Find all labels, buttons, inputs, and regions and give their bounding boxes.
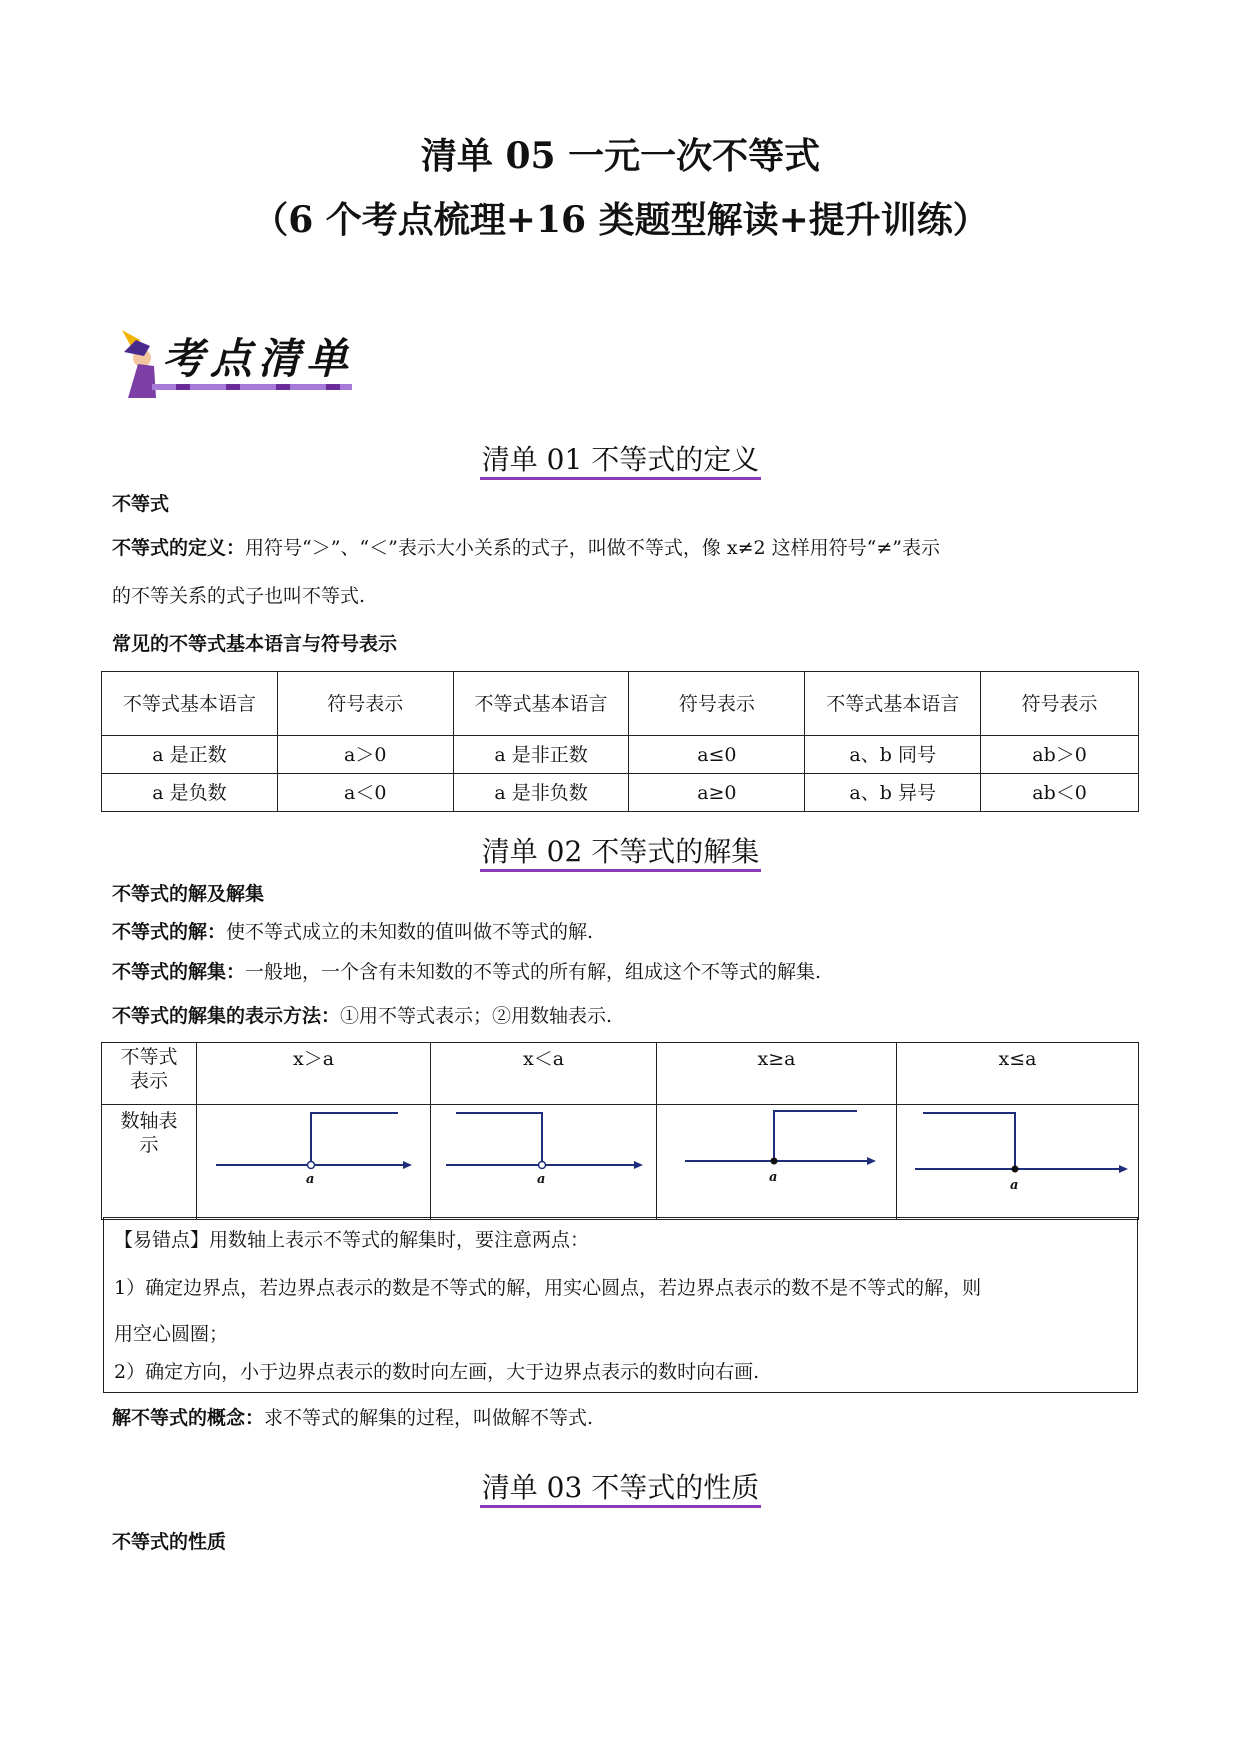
note-line: 1）确定边界点，若边界点表示的数是不等式的解，用实心圆点，若边界点表示的数不是不等式的解，则 xyxy=(114,1277,982,1299)
table-row-number-line xyxy=(102,1105,1139,1220)
header-cell: 符号表示 xyxy=(277,672,453,736)
label-common-language: 常见的不等式基本语言与符号表示 xyxy=(112,633,398,655)
number-line-le xyxy=(897,1105,1137,1213)
table-cell: a＞0 xyxy=(277,736,453,774)
page-subtitle: （6 个考点梳理+16 类题型解读+提升训练） xyxy=(252,199,989,241)
table-cell: a 是负数 xyxy=(102,774,278,812)
header-cell: 符号表示 xyxy=(629,672,805,736)
number-line-lt xyxy=(432,1105,656,1213)
table-cell: ab＜0 xyxy=(981,774,1139,812)
note-line: 用空心圆圈； xyxy=(114,1323,229,1345)
table-cell: a≥0 xyxy=(629,774,805,812)
logo-text: 考点清单 xyxy=(162,334,355,383)
logo xyxy=(116,322,366,402)
table-cell: a 是正数 xyxy=(102,736,278,774)
table-cell: a≤0 xyxy=(629,736,805,774)
table-cell: a＜0 xyxy=(277,774,453,812)
solution-set-table xyxy=(101,1042,1139,1220)
table-cell: x≤a xyxy=(896,1043,1138,1105)
section-heading-02: 清单 02 不等式的解集 xyxy=(0,830,1241,870)
common-mistake-note xyxy=(103,1217,1138,1393)
header-cell: 不等式基本语言 xyxy=(453,672,629,736)
point-label: a xyxy=(536,1172,545,1187)
section-heading-03: 清单 03 不等式的性质 xyxy=(0,1466,1241,1506)
table-cell: x＞a xyxy=(197,1043,431,1105)
table-cell: x＜a xyxy=(431,1043,657,1105)
solving-definition: 解不等式的概念：求不等式的解集的过程，叫做解不等式. xyxy=(112,1407,594,1429)
table-cell: a、b 异号 xyxy=(805,774,981,812)
table-cell: x≥a xyxy=(657,1043,897,1105)
note-line: 2）确定方向，小于边界点表示的数时向左画，大于边界点表示的数时向右画. xyxy=(114,1361,760,1383)
number-line-cell xyxy=(197,1105,431,1220)
table-row xyxy=(102,774,1139,812)
section-heading-01: 清单 01 不等式的定义 xyxy=(0,438,1241,478)
number-line-cell xyxy=(657,1105,897,1220)
header-cell: 不等式基本语言 xyxy=(102,672,278,736)
table-header-row xyxy=(102,672,1139,736)
header-cell: 不等式基本语言 xyxy=(805,672,981,736)
table-cell: a、b 同号 xyxy=(805,736,981,774)
solution-set-definition: 不等式的解集：一般地，一个含有未知数的不等式的所有解，组成这个不等式的解集. xyxy=(112,961,822,983)
note-line: 【易错点】用数轴上表示不等式的解集时，要注意两点： xyxy=(114,1229,590,1251)
point-label: a xyxy=(1010,1178,1019,1193)
point-label: a xyxy=(769,1170,778,1185)
label-inequality: 不等式 xyxy=(112,493,170,515)
representation-method: 不等式的解集的表示方法：①用不等式表示；②用数轴表示. xyxy=(112,1005,613,1027)
label-properties: 不等式的性质 xyxy=(112,1531,227,1553)
point-label: a xyxy=(305,1172,314,1187)
number-line-ge xyxy=(657,1105,895,1213)
table-cell: a 是非负数 xyxy=(453,774,629,812)
language-symbol-table xyxy=(101,671,1139,812)
number-line-cell xyxy=(896,1105,1138,1220)
label-solution-and-set: 不等式的解及解集 xyxy=(112,883,265,905)
solution-definition: 不等式的解：使不等式成立的未知数的值叫做不等式的解. xyxy=(112,921,594,943)
header-cell: 符号表示 xyxy=(981,672,1139,736)
row-label: 数轴表示 xyxy=(102,1105,197,1220)
table-cell: a 是非正数 xyxy=(453,736,629,774)
definition-line-2: 的不等关系的式子也叫不等式. xyxy=(112,585,366,607)
number-line-gt xyxy=(198,1105,430,1213)
row-label: 不等式表示 xyxy=(102,1043,197,1105)
page-title: 清单 05 一元一次不等式 xyxy=(420,135,821,177)
definition-line-1: 不等式的定义：用符号“＞”、“＜”表示大小关系的式子，叫做不等式，像 x≠2 这样用符号“≠”表示 xyxy=(112,537,941,559)
table-cell: ab＞0 xyxy=(981,736,1139,774)
table-row-inequality xyxy=(102,1043,1139,1105)
table-row xyxy=(102,736,1139,774)
number-line-cell xyxy=(431,1105,657,1220)
